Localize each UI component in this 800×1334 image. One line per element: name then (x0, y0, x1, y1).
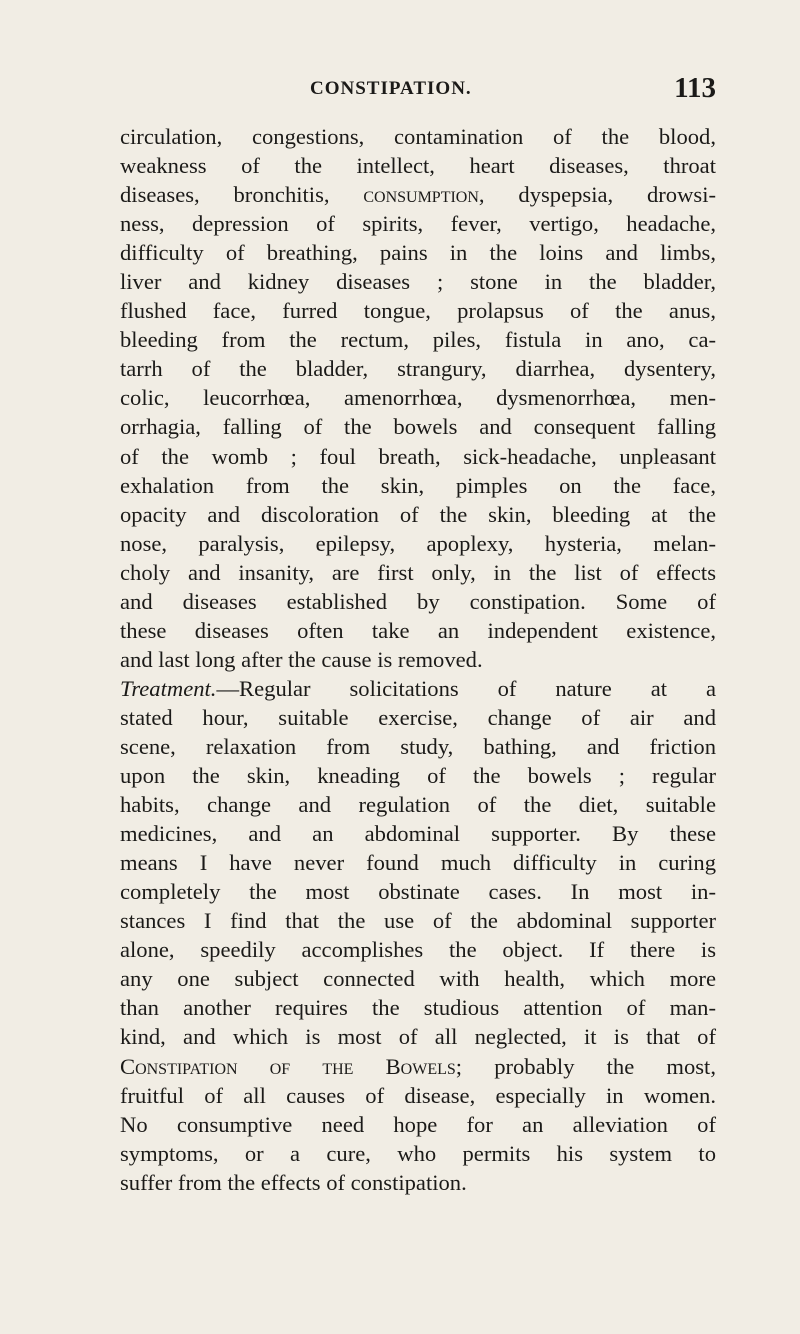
small-caps-term: consumption (363, 182, 479, 208)
text-line: colic, leucorrhœa, amenorrhœa, dysmenorrhœa, men- (120, 385, 716, 411)
text-line: liver and kidney diseases ; stone in the bladder, (120, 269, 716, 295)
text-line: upon the skin, kneading of the bowels ; regular (120, 763, 716, 789)
text-line: of the womb ; foul breath, sick-headache, unpleasant (120, 443, 716, 469)
text-line: habits, change and regulation of the diet, suitable (120, 792, 716, 818)
text-line: orrhagia, falling of the bowels and consequent falling (120, 414, 716, 440)
text-line: Treatment.—Regular solicitations of nature at a (120, 675, 716, 701)
text-line: choly and insanity, are first only, in the list of effects (120, 559, 716, 585)
text-line: opacity and discoloration of the skin, bleeding at the (120, 501, 716, 527)
text-line: circulation, congestions, contamination of the blood, (120, 124, 716, 149)
running-head (120, 72, 716, 106)
text-line: exhalation from the skin, pimples on the face, (120, 472, 716, 498)
text-line: stances I find that the use of the abdominal supporter (120, 908, 716, 934)
text-line: Constipation of the Bowels; probably the most, (120, 1053, 716, 1079)
small-caps-term: Constipation of the Bowels (120, 1053, 456, 1079)
text-line: flushed face, furred tongue, prolapsus of the anus, (120, 298, 716, 324)
text-line: No consumptive need hope for an alleviation of (120, 1111, 716, 1137)
text-line: these diseases often take an independent existence, (120, 617, 716, 643)
text-line: and diseases established by constipation. Some of (120, 588, 716, 614)
text-line: diseases, bronchitis, consumption, dyspepsia, drowsi- (120, 182, 716, 208)
text-line: symptoms, or a cure, who permits his system to (120, 1140, 716, 1166)
text-line: any one subject connected with health, which more (120, 966, 716, 992)
text-line: medicines, and an abdominal supporter. By these (120, 821, 716, 847)
page-number: 113 (674, 72, 716, 104)
text-line: than another requires the studious attention of man- (120, 995, 716, 1021)
text-line: weakness of the intellect, heart diseases, throat (120, 153, 716, 179)
text-line: means I have never found much difficulty in curing (120, 850, 716, 876)
text-line: completely the most obstinate cases. In most in- (120, 879, 716, 905)
text-line: scene, relaxation from study, bathing, and friction (120, 733, 716, 759)
body-text (120, 122, 716, 1197)
text-line: kind, and which is most of all neglected, it is that of (120, 1024, 716, 1050)
text-line: alone, speedily accomplishes the object. If there is (120, 937, 716, 963)
running-title: CONSTIPATION. (310, 78, 472, 99)
text-line: suffer from the effects of constipation. (120, 1169, 467, 1195)
text-line: and last long after the cause is removed. (120, 646, 483, 672)
text-line: tarrh of the bladder, strangury, diarrhea, dysentery, (120, 356, 716, 382)
text-line: ness, depression of spirits, fever, vertigo, headache, (120, 211, 716, 237)
text-line: difficulty of breathing, pains in the loins and limbs, (120, 240, 716, 266)
text-line: nose, paralysis, epilepsy, apoplexy, hysteria, melan- (120, 530, 716, 556)
text-line: stated hour, suitable exercise, change of air and (120, 704, 716, 730)
text-line: bleeding from the rectum, piles, fistula in ano, ca- (120, 327, 716, 353)
text-line: fruitful of all causes of disease, especially in women. (120, 1082, 716, 1108)
section-heading-treatment: Treatment. (120, 675, 217, 701)
